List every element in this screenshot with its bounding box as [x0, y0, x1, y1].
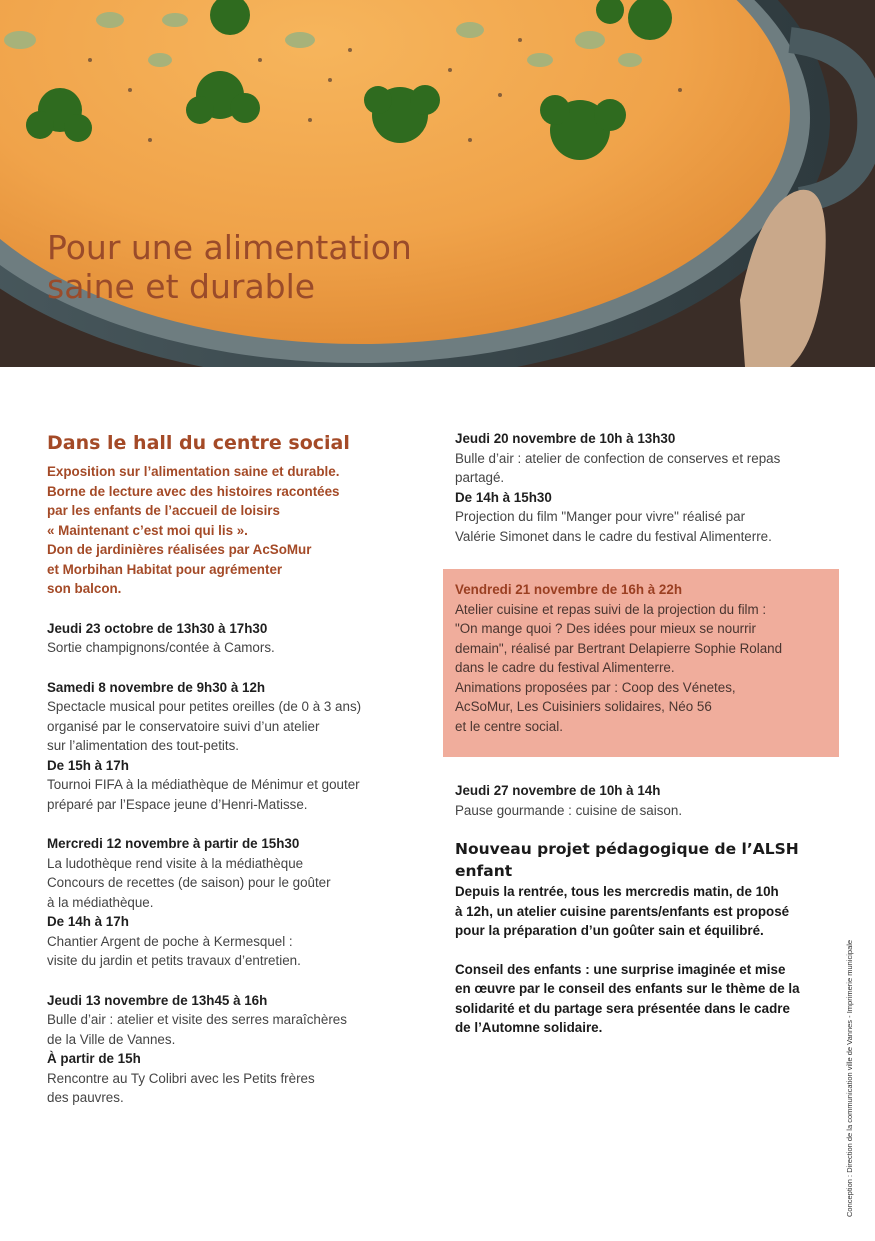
- event-desc: de la Ville de Vannes.: [47, 1031, 176, 1047]
- project-text: à 12h, un atelier cuisine parents/enfants est proposé: [455, 903, 790, 919]
- event-date: Mercredi 12 novembre à partir de 15h30: [47, 836, 300, 851]
- council-text: Conseil des enfants : une surprise imaginée et mise: [455, 961, 786, 977]
- event-27-novembre: [455, 781, 840, 820]
- event-date: Jeudi 13 novembre de 13h45 à 16h: [47, 992, 268, 1008]
- intro-line: « Maintenant c’est moi qui lis ».: [47, 522, 248, 538]
- event-desc: des pauvres.: [47, 1090, 124, 1105]
- page-title: [47, 228, 412, 306]
- title-line-2: saine et durable: [47, 267, 316, 306]
- event-desc: Concours de recettes (de saison) pour le goûter: [47, 875, 331, 890]
- event-desc: Rencontre au Ty Colibri avec les Petits frères: [47, 1070, 315, 1086]
- intro-line: par les enfants de l’accueil de loisirs: [47, 503, 280, 518]
- intro-line: Borne de lecture avec des histoires racontées: [47, 483, 340, 499]
- intro-line: et Morbihan Habitat pour agrémenter: [47, 561, 283, 577]
- event-date: Jeudi 23 octobre de 13h30 à 17h30: [47, 620, 268, 636]
- event-desc: et le centre social.: [455, 718, 563, 734]
- event-20-novembre: [455, 429, 840, 546]
- council-text: solidarité et du partage sera présentée dans le cadre: [455, 1000, 790, 1016]
- event-date: Samedi 8 novembre de 9h30 à 12h: [47, 679, 266, 695]
- event-time: À partir de 15h: [47, 1051, 141, 1066]
- project-block: [455, 838, 840, 1038]
- intro-line: Don de jardinières réalisées par AcSoMur: [47, 542, 312, 557]
- event-desc: Bulle d’air : atelier de confection de conserves et repas: [455, 450, 781, 466]
- intro-block: [47, 462, 427, 599]
- event-desc: partagé.: [455, 470, 505, 485]
- event-desc: Spectacle musical pour petites oreilles (de 0 à 3 ans): [47, 699, 362, 714]
- event-desc: sur l’alimentation des tout-petits.: [47, 738, 240, 753]
- event-desc: Animations proposées par : Coop des Vénetes,: [455, 679, 736, 695]
- intro-line: Exposition sur l’alimentation saine et durable.: [47, 464, 340, 479]
- event-desc: visite du jardin et petits travaux d’entretien.: [47, 953, 301, 968]
- event-desc: Chantier Argent de poche à Kermesquel :: [47, 933, 293, 949]
- event-desc: Tournoi FIFA à la médiathèque de Ménimur et gouter: [47, 777, 360, 792]
- event-desc: demain", réalisé par Bertrant Delapierre Sophie Roland: [455, 640, 783, 656]
- event-desc: Projection du film "Manger pour vivre" réalisé par: [455, 509, 746, 524]
- event-desc: Atelier cuisine et repas suivi de la projection du film :: [455, 601, 767, 617]
- event-desc: La ludothèque rend visite à la médiathèque: [47, 855, 304, 871]
- project-title: Nouveau projet pédagogique de l’ALSH enfant: [455, 840, 799, 880]
- event-desc: "On mange quoi ? Des idées pour mieux se nourrir: [455, 621, 756, 636]
- event-time: De 15h à 17h: [47, 757, 129, 773]
- event-time: De 14h à 17h: [47, 914, 129, 929]
- event-desc: AcSoMur, Les Cuisiniers solidaires, Néo 56: [455, 699, 712, 714]
- highlight-box-21-novembre: [443, 569, 839, 757]
- event-desc: organisé par le conservatoire suivi d’un atelier: [47, 718, 320, 734]
- event-desc: Valérie Simonet dans le cadre du festival Alimenterre.: [455, 528, 772, 544]
- event-13-novembre: [47, 991, 427, 1108]
- event-date: Vendredi 21 novembre de 16h à 22h: [455, 582, 682, 597]
- project-text: Depuis la rentrée, tous les mercredis matin, de 10h: [455, 884, 779, 899]
- event-23-octobre: [47, 619, 427, 658]
- council-text: en œuvre par le conseil des enfants sur le thème de la: [455, 981, 800, 996]
- event-8-novembre: [47, 678, 427, 815]
- right-column: [455, 429, 840, 546]
- event-desc: à la médiathèque.: [47, 894, 154, 910]
- left-column: [47, 428, 427, 1108]
- event-12-novembre: [47, 834, 427, 971]
- intro-line: son balcon.: [47, 581, 122, 596]
- council-text: de l’Automne solidaire.: [455, 1020, 603, 1035]
- event-desc: Sortie champignons/contée à Camors.: [47, 640, 275, 655]
- event-desc: dans le cadre du festival Alimenterre.: [455, 660, 675, 675]
- section-title: Dans le hall du centre social: [47, 432, 350, 454]
- event-time: De 14h à 15h30: [455, 489, 552, 505]
- soup-photo: [0, 0, 875, 367]
- title-line-1: Pour une alimentation: [47, 228, 412, 267]
- event-date: Jeudi 20 novembre de 10h à 13h30: [455, 431, 676, 446]
- event-desc: Bulle d’air : atelier et visite des serres maraîchères: [47, 1012, 347, 1027]
- event-desc: préparé par l’Espace jeune d’Henri-Matisse.: [47, 796, 308, 812]
- hero-banner: [0, 0, 875, 367]
- event-desc: Pause gourmande : cuisine de saison.: [455, 802, 683, 818]
- project-text: pour la préparation d’un goûter sain et équilibré.: [455, 923, 764, 938]
- design-credit: Conception : Direction de la communication ville de Vannes - Imprimerie municipale: [845, 939, 854, 1217]
- event-date: Jeudi 27 novembre de 10h à 14h: [455, 783, 661, 798]
- council-block: [455, 960, 840, 1038]
